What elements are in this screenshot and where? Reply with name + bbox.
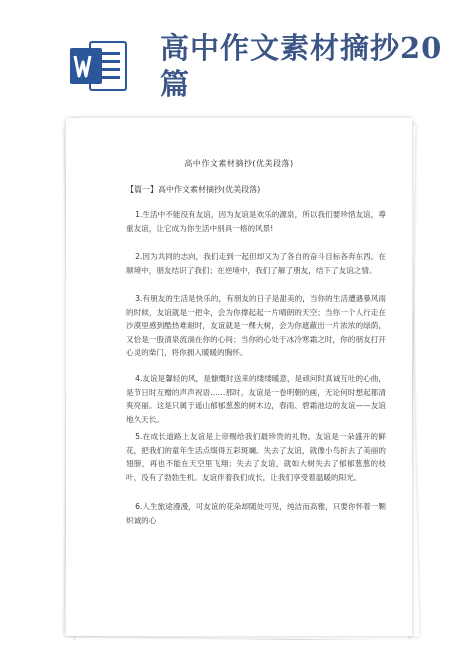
document-page [66,118,412,636]
paragraph: 3.有朋友的生活是快乐的，有朋友的日子是甜美的，当你的生活遭遇暴风雨的时候，友谊就是一把伞，会为你撑起起一片晴朗的天空；当你一个人行走在沙漠里感到酷热难耐时，友谊就是一棵大树，会为你遮蔽出一片浓浓的绿荫，又恰是一股清泉流淌在你的心间；当你的心处于冰冷寒霜之时，你的朋友打开心灵的柴门，将你拥入暖暖的胸怀。 [126,294,386,358]
section-heading: 【篇一】高中作文素材摘抄(优美段落) [126,185,261,194]
footer-band [0,640,474,669]
page-title: 高中作文素材摘抄20篇 [160,31,443,101]
paragraph: 4.友谊是馨轻的风，是慷慨时送来的缕缕暖意，是顽问时真诚互吐的心曲，是节日时互赠的声声祝语……那时，友谊是一卷明朝的画，无论何时想起都清爽亮丽。这是只属于遥山郁郁葱葱的树木边，春雨、碧霜池边的友谊——友谊地久天长。 [126,374,386,424]
paragraph: 2.因为共同的志向，我们走到一起但却又为了各自的奋斗目标各奔东西。在顺境中，朋友结识了我们；在逆境中，我们了解了朋友，结下了友谊之情。 [126,252,386,275]
document-title: 高中作文素材摘抄(优美段落) [184,159,294,168]
header-banner [0,0,474,118]
paragraph: 6.人生旅途漫漫，可友谊的花朵却随处可见，纯洁而高雅，只要你怀着一颗炽诚的心 [126,502,386,525]
paragraph: 1.生活中不能没有友谊，因为友谊是欢乐的源泉，所以我们要珍惜友谊，尊重友谊，让它成为你生活中别具一格的风景! [126,210,386,233]
document-preview [66,118,414,638]
word-document-icon [68,38,128,94]
paragraph: 5.在成长道路上友谊是上帝赐给我们最珍贵的礼物。友谊是一朵盛开的鲜花，把我们的童年生活点缀得五彩斑斓。失去了友谊，就像小鸟折去了美丽的翅膀，再也不能在天空里飞翔；失去了友谊，就如大树失去了郁郁葱葱的枝叶，没有了勃勃生机。友谊伴着我们成长，让我们享受着温暖的阳光。 [126,432,386,482]
